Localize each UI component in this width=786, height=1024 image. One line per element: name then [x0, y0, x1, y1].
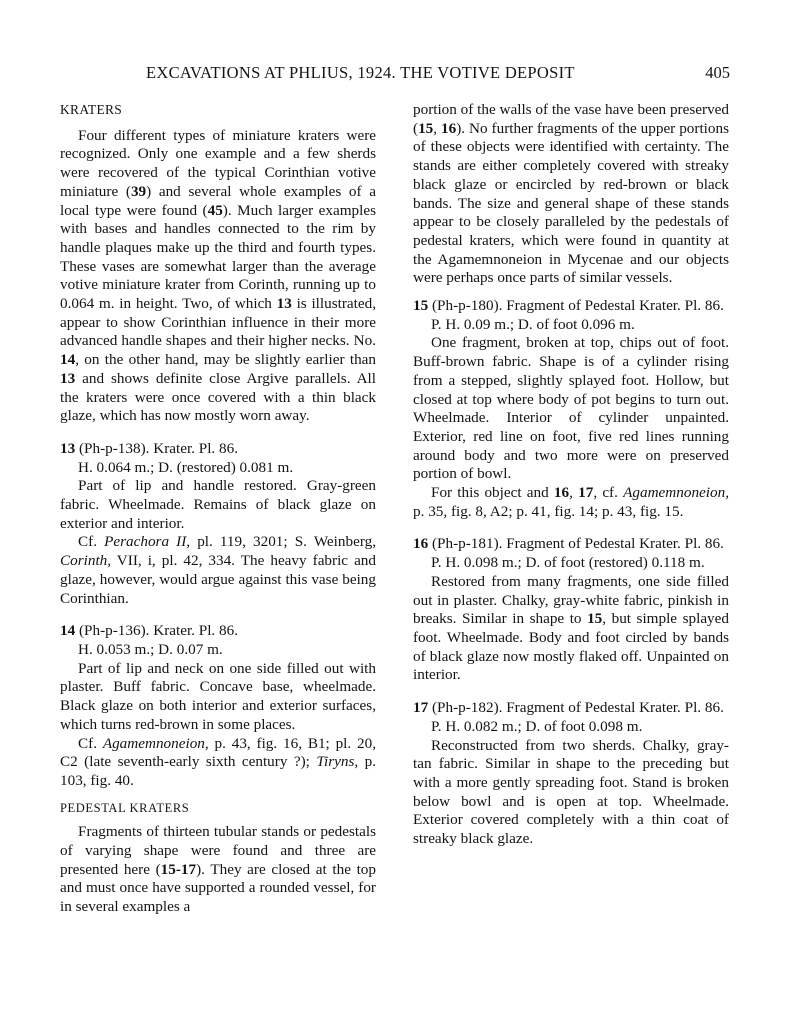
catalogue-entry-13-comparanda: Cf. Perachora II, pl. 119, 3201; S. Weinberg, Corinth, VII, i, pl. 42, 334. The heavy fabric and glaze, however, would argue against this vase being Corinthian.: [60, 533, 376, 607]
pedestal-intro-continuation: portion of the walls of the vase have been preserved (15, 16). No further fragments of the upper portions of these objects were identified with certainty. The stands are either completely covered with streaky black glaze or encircled by red-brown or black bands. The size and general shape of these stands appear to be closely paralleled by the pedestals of pedestal kraters, which were found in quantity at the Agamemnoneion in Mycenae and our objects were perhaps once parts of similar vessels.: [413, 101, 729, 287]
catalogue-entry-15-title: 15 (Ph-p-180). Fragment of Pedestal Krater. Pl. 86.: [413, 297, 724, 315]
catalogue-entry-16-description: Restored from many fragments, one side filled out in plaster. Chalky, gray-white fabric, pinkish in breaks. Similar in shape to 15, but simple splayed foot. Wheelmade. Body and foot circled by bands of black glaze now mostly flaked off. Unpainted on interior.: [413, 572, 729, 684]
catalogue-entry-13-description: Part of lip and handle restored. Gray-green fabric. Wheelmade. Remains of black glaze on exterior and interior.: [60, 477, 376, 532]
catalogue-entry-13-dimensions: H. 0.064 m.; D. (restored) 0.081 m.: [78, 458, 294, 476]
catalogue-entry-14-dimensions: H. 0.053 m.; D. 0.07 m.: [78, 640, 223, 658]
catalogue-entry-14-comparanda: Cf. Agamemnoneion, p. 43, fig. 16, B1; pl. 20, C2 (late seventh-early sixth century ?); Tiryns, p. 103, fig. 40.: [60, 734, 377, 789]
section-heading-kraters: KRATERS: [60, 102, 123, 117]
right-column: [413, 101, 729, 849]
catalogue-entry-13-title: 13 (Ph-p-138). Krater. Pl. 86.: [60, 439, 239, 457]
catalogue-entry-14-description: Part of lip and neck on one side filled out with plaster. Buff fabric. Concave base, wheelmade. Black glaze on both interior and exterior surfaces, which turns red-brown in some places.: [60, 659, 376, 733]
left-column: [60, 101, 376, 917]
catalogue-entry-15-references: For this object and 16, 17, cf. Agamemnoneion, p. 35, fig. 8, A2; p. 41, fig. 14; p. 43, fig. 15.: [413, 484, 729, 520]
catalogue-entry-16-title: 16 (Ph-p-181). Fragment of Pedestal Krater. Pl. 86.: [413, 535, 724, 553]
pedestal-intro-paragraph: Fragments of thirteen tubular stands or pedestals of varying shape were found and three are presented here (15-17). They are closed at the top and must once have supported a rounded vessel, for in several examples a: [60, 823, 376, 916]
running-head-title: EXCAVATIONS AT PHLIUS, 1924. THE VOTIVE DEPOSIT: [146, 63, 575, 82]
catalogue-entry-15-description: One fragment, broken at top, chips out of foot. Buff-brown fabric. Shape is of a cylinder rising from a stepped, slightly splayed foot. Hollow, but closed at top where body of pot begins to turn out. Wheelmade. Interior of cylinder unpainted. Exterior, red line on foot, five red lines running around body and two more were on preserved portion of bowl.: [413, 334, 729, 483]
catalogue-entry-17-description: Reconstructed from two sherds. Chalky, gray-tan fabric. Similar in shape to the preceding but with a more gently spreading foot. Stand is broken below bowl and is open at top. Wheelmade. Exterior covered completely with a thin coat of streaky black glaze.: [413, 736, 729, 848]
kraters-intro-paragraph: Four different types of miniature kraters were recognized. Only one example and a few sherds were recovered of the typical Corinthian votive miniature (39) and several whole examples of a local type were found (45). Much larger examples with bases and handles connected to the rim by handle plaques make up the third and fourth types. These vases are somewhat larger than the average votive miniature krater from Corinth, running up to 0.064 m. in height. Two, of which 13 is illustrated, appear to show Corinthian influence in their more advanced handle shapes and their higher necks. No. 14, on the other hand, may be slightly earlier than 13 and shows definite close Argive parallels. All the kraters were once covered with a thin black glaze, which has now mostly worn away.: [60, 126, 376, 425]
page-number: 405: [705, 63, 730, 82]
section-heading-pedestal-kraters: PEDESTAL KRATERS: [60, 800, 190, 815]
catalogue-entry-14-title: 14 (Ph-p-136). Krater. Pl. 86.: [60, 622, 239, 640]
catalogue-entry-16-dimensions: P. H. 0.098 m.; D. of foot (restored) 0.118 m.: [431, 554, 705, 572]
catalogue-entry-17-dimensions: P. H. 0.082 m.; D. of foot 0.098 m.: [431, 717, 643, 735]
catalogue-entry-17-title: 17 (Ph-p-182). Fragment of Pedestal Krater. Pl. 86.: [413, 699, 724, 717]
catalogue-entry-15-dimensions: P. H. 0.09 m.; D. of foot 0.096 m.: [431, 315, 635, 333]
running-head: [62, 63, 730, 85]
